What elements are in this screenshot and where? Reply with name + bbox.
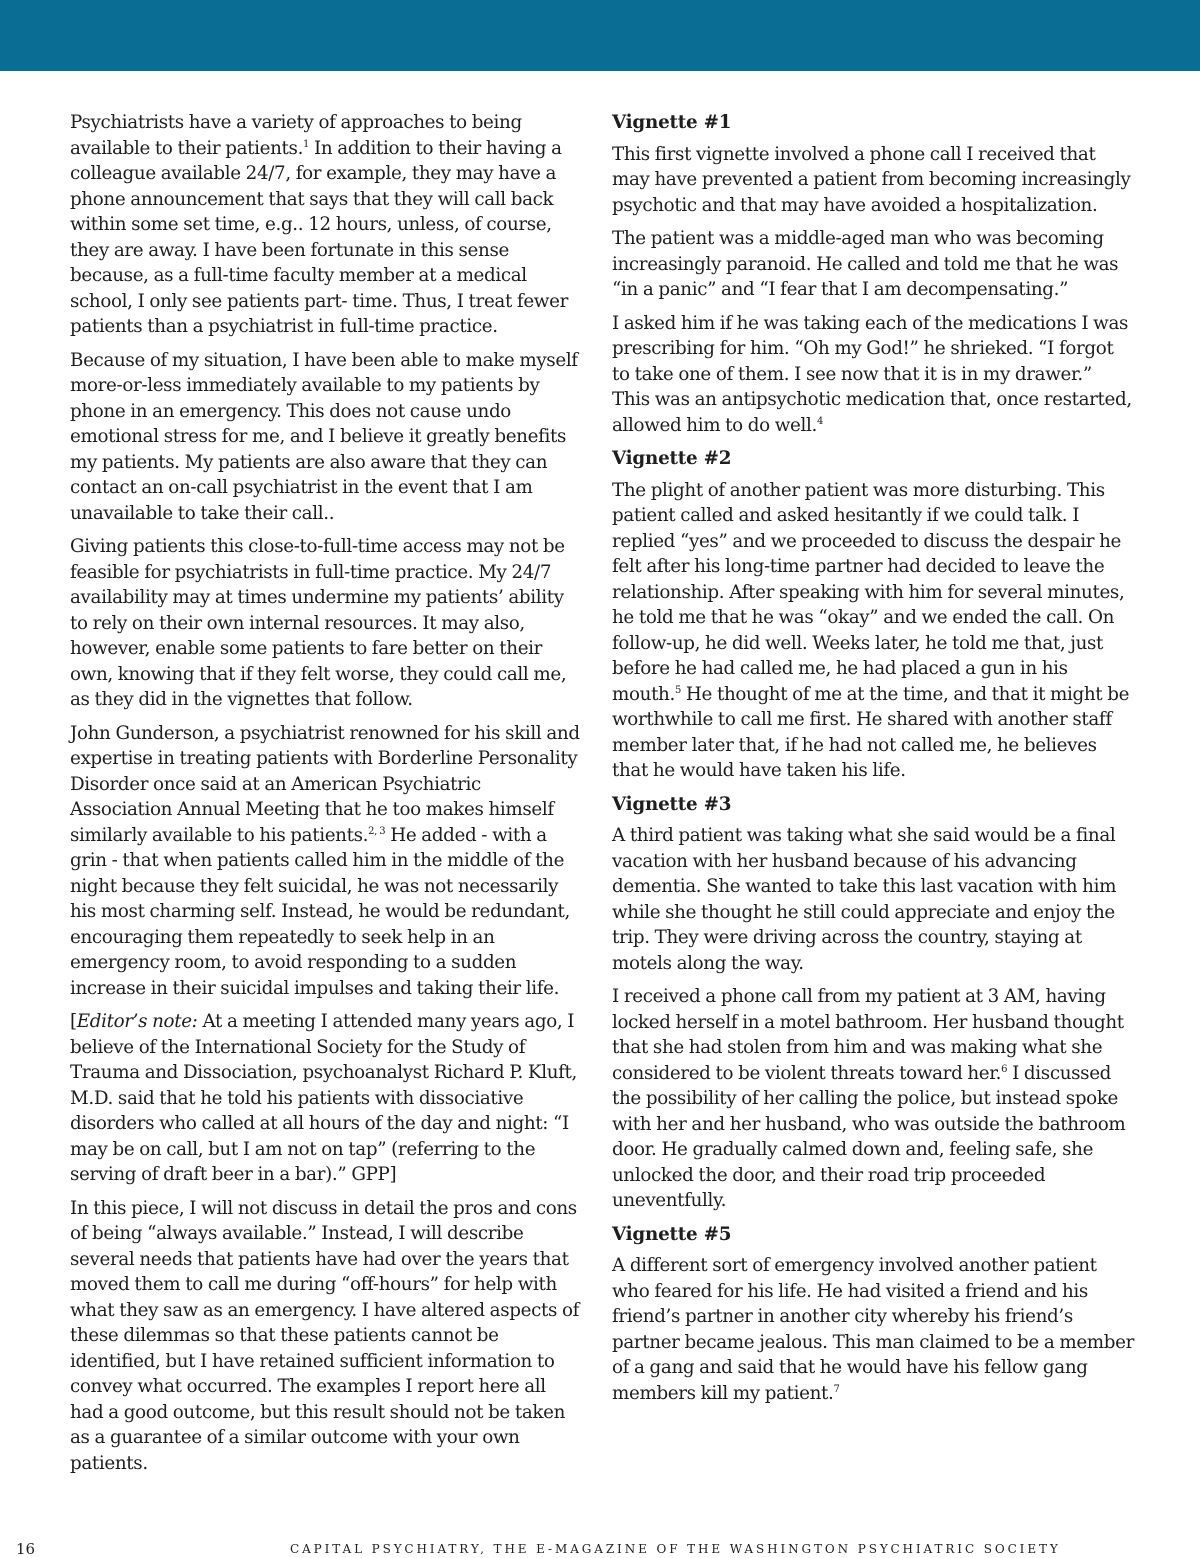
availability-paragraph: Because of my situation, I have been able to make myself more-or-less immediately available to my patients by phone in an emergency. This does not cause undo emotional stress for me, and I believe it greatly benefits my patients. My patients are also aware that they can contact an on-call psychiatrist in the event that I am unavailable to take their call.. [70,349,578,524]
vignette-1-paragraph: This first vignette involved a phone call I received that may have prevented a patient from becoming increasingly psychotic and that may have avoided a hospitalization. [612,143,1131,216]
footnote-ref: 4 [816,415,823,427]
vignette-1-paragraph: I asked him if he was taking each of the medications I was prescribing for him. “Oh my God!” he shrieked. “I forgot to take one of them. I see now that it is in my drawer.” This was an antipsychotic medication that, once restarted, allowed him to do well.$^4$ [612,312,1132,436]
footnote-ref: 2, 3 [368,825,386,837]
vignette-5-paragraph: A different sort of emergency involved another patient who feared for his life. He had visited a friend and his friend’s partner in another city whereby his friend’s partner became jealous. This man claimed to be a member of a gang and said that he would have his fellow gang members kill my patient.$^7$ [612,1255,1135,1404]
vignette-1-heading: Vignette #1 [612,112,732,133]
vignette-3-heading: Vignette #3 [612,793,732,815]
footnote-ref: 6 [1001,1063,1008,1075]
vignette-2-paragraph: The plight of another patient was more disturbing. This patient called and asked hesitantly if we could talk. I replied “yes” and we proceeded to discuss the despair he felt after his long-time partner had decided to leave the relationship. After speaking with him for several minutes, he told me that he was “okay” and we ended the call. On follow-up, he did well. Weeks later, he told me that, just before he had called me, he had placed a gun in his mouth.$^5$ He thought of me at the time, and that it might be worthwhile to call me first. He shared with another staff member later that, if he had not called me, he believes that he would have taken his life. [612,479,1130,781]
vignette-5-heading: Vignette #5 [612,1223,732,1245]
vignette-3-paragraph: A third patient was taking what she said would be a final vacation with her husband because of his advancing dementia. She wanted to take this last vacation with him while she thought he still could appreciate and enjoy the trip. They were driving across the country, staying at motels along the way. [612,825,1117,974]
right-column [612,110,1134,1414]
access-paragraph: Giving patients this close-to-full-time access may not be feasible for psychiatrists in full-time practice. My 24/7 availability may at times undermine my patients’ ability to rely on their own internal resources. It may also, however, enable some patients to fare better on their own, knowing that if they felt worse, they could call me, as they did in the vignettes that follow. [70,536,567,710]
intro-paragraph: Psychiatrists have a variety of approaches to being available to their patients.$^1$ In addition to their having a colleague available 24/7, for example, they may have a phone announcement that says that they will call back within some set time, e.g.. 12 hours, unless, of course, they are away. I have been fortunate in this sense because, as a full-time faculty member at a medical school, I only see patients part- time. Thus, I treat fewer patients than a psychiatrist in full-time practice. [70,112,568,337]
editors-note-paragraph: [Editor’s note: At a meeting I attended many years ago, I believe of the International Society for the Study of Trauma and Dissociation, psychoanalyst Richard P. Kluft, M.D. said that he told his patients with dissociative disorders who called at all hours of the day and night: “I may be on call, but I am not on tap” (referring to the serving of draft beer in a bar).” GPP] [70,1011,578,1185]
header-bar [0,0,1200,71]
footnote-ref: 5 [674,684,681,696]
left-column [70,110,584,1484]
magazine-title: CAPITAL PSYCHIATRY, THE E-MAGAZINE OF THE WASHINGTON PSYCHIATRIC SOCIETY [290,1542,1061,1556]
vignette-1-paragraph: The patient was a middle-aged man who was becoming increasingly paranoid. He called and told me that he was “in a panic” and “I fear that I am decompensating.” [612,228,1119,300]
scope-paragraph: In this piece, I will not discuss in detail the pros and cons of being “always available.” Instead, I will describe several needs that patients have had over the years that moved them to call me during “off-hours” for help with what they saw as an emergency. I have altered aspects of these dilemmas so that these patients cannot be identified, but I have retained sufficient information to convey what occurred. The examples I report here all had a good outcome, but this result should not be taken as a guarantee of a similar outcome with your own patients. [70,1197,580,1474]
footnote-ref: 1 [303,138,310,150]
editors-note-label: Editor’s note: [76,1011,198,1032]
footnote-ref: 7 [833,1383,840,1395]
gunderson-paragraph: John Gunderson, a psychiatrist renowned for his skill and expertise in treating patients with Borderline Personality Disorder once said at an American Psychiatric Association Annual Meeting that he too makes himself similarly available to his patients.$^{2, 3}$ He added - with a grin - that when patients called him in the middle of the night because they felt suicidal, he was not necessarily his most charming self. Instead, he would be redundant, encouraging them repeatedly to seek help in an emergency room, to avoid responding to a sudden increase in their suicidal impulses and taking their life. [70,722,580,999]
page-number: 16 [16,1540,36,1558]
vignette-3-paragraph: I received a phone call from my patient at 3 AM, having locked herself in a motel bathroom. Her husband thought that she had stolen from him and was making what she considered to be violent threats toward her.$^6$ I discussed the possibility of her calling the police, but instead spoke with her and her husband, who was outside the bathroom door. He gradually calmed down and, feeling safe, she unlocked the door, and their road trip proceeded uneventfully. [612,986,1126,1211]
vignette-2-heading: Vignette #2 [612,448,732,469]
